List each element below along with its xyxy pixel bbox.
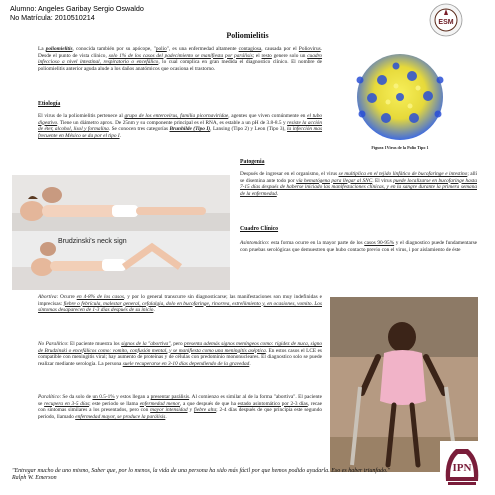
- virus-caption: Figura 1Virus de la Polio Tipo 1: [371, 145, 429, 150]
- poliovirus-image: [330, 52, 470, 142]
- student-header: [10, 4, 144, 22]
- svg-text:ESM: ESM: [438, 19, 454, 26]
- brudzinski-sign-photo: [12, 175, 230, 290]
- brudzinski-label: Brudzinski's neck sign: [58, 238, 127, 245]
- closing-quote: [12, 468, 432, 482]
- intro-paragraph: La poliomielitis, conocida también por su apócope, "polio", es una enfermedad altamente contagiosa, causada por el Poliovirus. Desde el punto de vista clínico, solo 1% de los casos del padecimiento se manifiesta por parálisis; el resto genere solo un cuadro infeccioso a nivel intestinal, respiratorio o encefálico, lo cual complica en gran medida el diagnostico clínico. El nombre de poliomielitis anterior aguda alude a los daños anatómicos que ocasiona el trastorno.: [38, 46, 323, 72]
- abortiva-paragraph: Abortiva: Ocurre en 4-8% de los casos, y por lo general transcurre sin diagnosticarse; las manifestaciones son muy indefinidas e imprecisas: fiebre o febrícula, malestar general, cefalalgia, dolo en bucofaringe, rinorrea, estreñimiento y, en ocasiones, vomito. Los síntomas desaparecen de 1-3 días después de su inicio.: [38, 294, 322, 314]
- ipn-logo: [440, 441, 484, 489]
- paralitico-paragraph: Paralítico: Se da solo de un 0.5-1% y estos llegan a presentar parálisis. Al comienzo es similar al de la forma "abortiva". El paciente se recupera en 3-5 días; este periodo se llama enfermedad menor, a que después de que ha estado asintomático por 2-3 días, recae con síntomas similares a los presentados, pero con mayor intensidad y fiebre alta; 2-4 días después de que principia este segundo periodo, llamado enfermedad mayor, se produce la parálisis.: [38, 394, 323, 420]
- cuadro-clinico-heading: Cuadro Clínico: [240, 226, 279, 232]
- etiologia-paragraph: El virus de la poliomielitis pertenece al grupo de los enterovirus, familia picornaviridae, agentes que viven comúnmente en el tubo digestivo. Tiene un diámetro aprox. De 25nm y su componente principal es el RNA, es estable a un pH de 3.8-8.5 y resiste la acción de éter, alcohol, lisol y formalina. Se conocen tres categorías Brunhilde (Tipo I), Lansing (Tipo 2) y Leon (Tipo 3), la infección mas frecuente en México se da por el tipo I.: [38, 113, 323, 139]
- student-name: Alumno: Angeles Garibay Sergio Oswaldo: [10, 4, 144, 13]
- asintomatico-paragraph: Asintomático: esta forma ocurre en la mayor parte de los casos 90-95% y el diagnostico puede fundamentarse con pruebas serológicas que demuestren que hubo contacto previo con el virus, i por aislamiento de éste: [240, 240, 477, 253]
- page-title: Poliomielitis: [226, 31, 269, 40]
- no-paralitico-paragraph: No Paralítico: El paciente muestra los signos de la "abortiva", pero presenta además signos meníngeos como: rigidez de nuca, signo de Brudzinski o encefálicos como: vomito, confusión mental, y se manifiesta como una meningitis aséptica. En estos casos el LCE es compatible con meningitis viral; hay aumento de proteínas y de células con predominio mononucleares. El diagnostico solo se puede realizar mediante serología. La persona suele recuperarse en 3-10 días dependiendo de la gravedad.: [38, 341, 322, 367]
- patogenia-heading: Patogenia: [240, 159, 265, 165]
- svg-text:IPN: IPN: [452, 462, 472, 474]
- quote-text: "Entregar mucho de uno mismo, Saber que, por lo menos, la vida de una persona ha sido más fácil por que hemos podido ayudarla. Eso es haber triunfado.": [12, 468, 391, 474]
- student-matricula: No Matrícula: 2010510214: [10, 13, 95, 22]
- patogenia-paragraph: Después de ingresar en el organismo, el virus se multiplica en el tejido linfático de bucofaringe e intestino; allí se disemina ante todo por vía hematógena para llegar al SNC. El virus puede localizarse en bucofaringe hasta 7-15 días después de haberse iniciado las manifestaciones clínicas, y en la sangre durante la primera semana de la enfermedad.: [240, 171, 478, 197]
- etiologia-heading: Etiología: [38, 101, 61, 107]
- quote-author: Ralph W. Emerson: [12, 475, 57, 481]
